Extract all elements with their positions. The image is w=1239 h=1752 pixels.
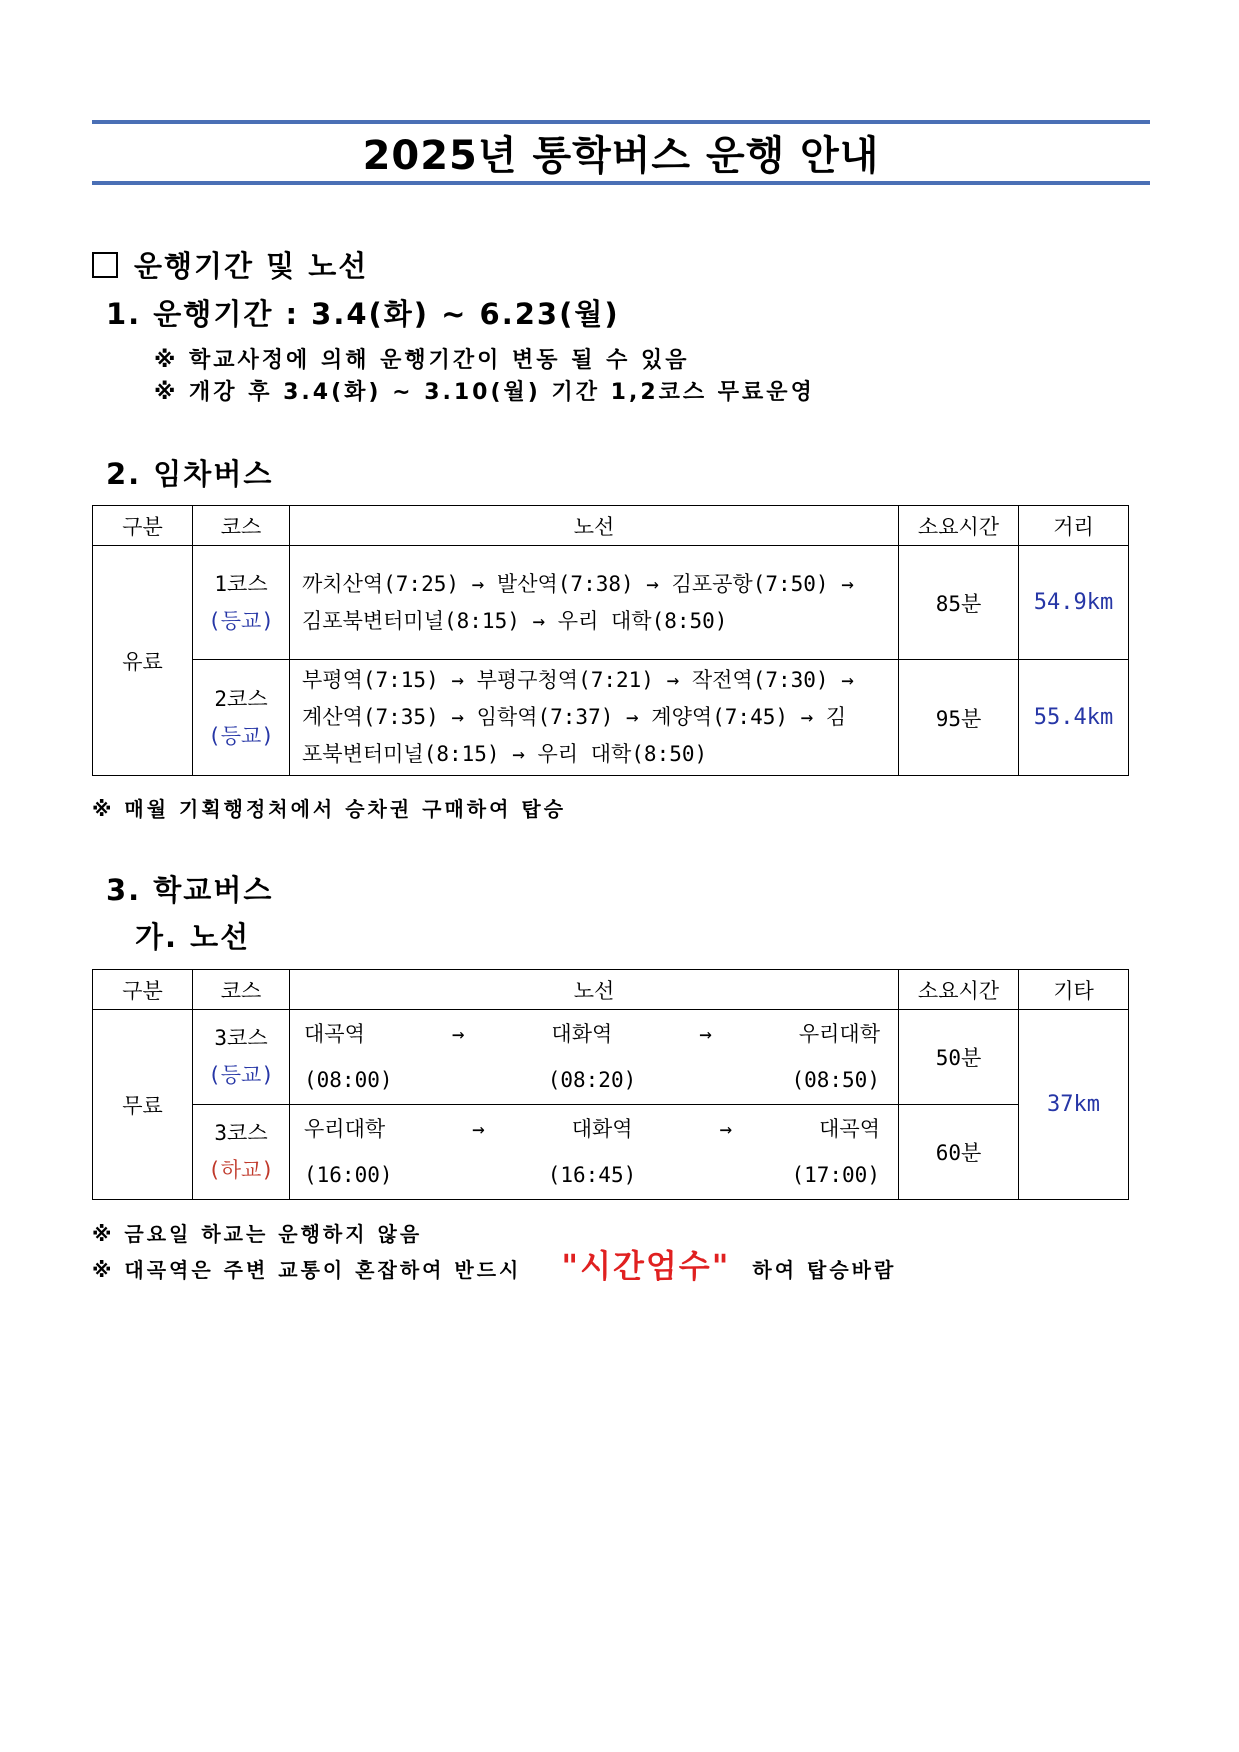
stop-name: 우리대학	[798, 1022, 880, 1046]
punctuality-note-prefix: ※ 대곡역은 주변 교통이 혼잡하여 반드시	[92, 1258, 522, 1282]
course-type: (등교)	[208, 1063, 274, 1087]
period-heading: 1. 운행기간 : 3.4(화) ~ 6.23(월)	[106, 297, 620, 331]
page-title: 2025년 통학버스 운행 안내	[362, 133, 880, 179]
course-name: 3코스	[214, 1026, 268, 1050]
stop-name: 대화역	[571, 1117, 633, 1141]
route-line: 까치산역(7:25) → 발산역(7:38) → 김포공항(7:50) →	[302, 571, 854, 596]
table-header-row	[93, 970, 1129, 1010]
friday-note: ※ 금요일 하교는 운행하지 않음	[92, 1222, 423, 1246]
course-name: 3코스	[214, 1121, 268, 1145]
table-header-row	[93, 506, 1129, 546]
period-note-2: ※ 개강 후 3.4(화) ~ 3.10(월) 기간 1,2코스 무료운영	[154, 380, 815, 405]
title-bottom-rule	[92, 181, 1150, 185]
stop-name: 대화역	[551, 1022, 613, 1046]
course-name: 2코스	[214, 686, 268, 711]
header-duration: 소요시간	[899, 506, 1019, 546]
period-note-1: ※ 학교사정에 의해 운행기간이 변동 될 수 있음	[154, 348, 690, 373]
course-type: (등교)	[208, 608, 274, 633]
section-heading-label: 운행기간 및 노선	[134, 249, 369, 283]
header-category: 구분	[93, 970, 193, 1010]
checkbox-icon	[92, 252, 118, 278]
stop-time: (08:50)	[791, 1068, 880, 1092]
stop-times	[290, 1057, 898, 1103]
header-route: 노선	[290, 506, 899, 546]
table-row	[93, 546, 1129, 660]
course-type: (하교)	[208, 1158, 274, 1182]
punctuality-note	[92, 1244, 896, 1292]
stop-time: (08:00)	[304, 1068, 393, 1092]
section-heading	[92, 244, 368, 285]
stop-time: (08:20)	[547, 1068, 637, 1092]
duration-cell: 85분	[899, 546, 1019, 660]
duration-cell: 60분	[899, 1105, 1019, 1200]
route-cell	[290, 1105, 899, 1200]
header-distance: 거리	[1019, 506, 1129, 546]
route-cell	[290, 660, 899, 776]
distance-cell: 54.9km	[1019, 546, 1129, 660]
charter-heading: 2. 임차버스	[106, 457, 274, 491]
table-row	[93, 660, 1129, 776]
school-heading: 3. 학교버스	[106, 873, 274, 907]
charter-bus-table	[92, 505, 1129, 776]
school-bus-table	[92, 969, 1129, 1200]
stop-names	[290, 1106, 898, 1152]
header-course: 코스	[193, 506, 290, 546]
arrow-icon: →	[451, 1022, 465, 1046]
school-subheading: 가. 노선	[135, 920, 251, 954]
punctuality-emphasis: "시간엄수"	[561, 1247, 731, 1285]
course-cell	[193, 1010, 290, 1105]
stop-time: (16:45)	[547, 1163, 637, 1187]
stop-time: (16:00)	[304, 1163, 393, 1187]
course-type: (등교)	[208, 723, 274, 748]
header-course: 코스	[193, 970, 290, 1010]
table-row	[93, 1010, 1129, 1105]
extra-cell: 37km	[1019, 1010, 1129, 1200]
arrow-icon: →	[699, 1022, 712, 1046]
stop-times	[290, 1152, 898, 1198]
stop-names	[290, 1011, 898, 1057]
route-cell	[290, 1010, 899, 1105]
header-duration: 소요시간	[899, 970, 1019, 1010]
stop-name: 우리대학	[304, 1117, 386, 1141]
category-cell: 유료	[93, 546, 193, 776]
course-cell	[193, 1105, 290, 1200]
stop-name: 대곡역	[819, 1117, 880, 1141]
stop-name: 대곡역	[304, 1022, 365, 1046]
distance-cell: 55.4km	[1019, 660, 1129, 776]
course-cell	[193, 546, 290, 660]
route-cell	[290, 546, 899, 660]
route-line: 포북변터미널(8:15) → 우리 대학(8:50)	[302, 742, 708, 766]
header-extra: 기타	[1019, 970, 1129, 1010]
course-name: 1코스	[214, 571, 268, 596]
header-category: 구분	[93, 506, 193, 546]
punctuality-note-suffix: 하여 탑승바람	[752, 1258, 897, 1282]
route-line: 부평역(7:15) → 부평구청역(7:21) → 작전역(7:30) →	[302, 668, 854, 692]
table-row	[93, 1105, 1129, 1200]
header-route: 노선	[290, 970, 899, 1010]
duration-cell: 50분	[899, 1010, 1019, 1105]
charter-note: ※ 매월 기획행정처에서 승차권 구매하여 탑승	[92, 797, 567, 821]
duration-cell: 95분	[899, 660, 1019, 776]
route-line: 김포북변터미널(8:15) → 우리 대학(8:50)	[302, 608, 728, 633]
arrow-icon: →	[472, 1117, 485, 1141]
route-line: 계산역(7:35) → 임학역(7:37) → 계양역(7:45) → 김	[302, 705, 847, 729]
stop-time: (17:00)	[791, 1163, 880, 1187]
category-cell: 무료	[93, 1010, 193, 1200]
course-cell	[193, 660, 290, 776]
arrow-icon: →	[719, 1117, 733, 1141]
